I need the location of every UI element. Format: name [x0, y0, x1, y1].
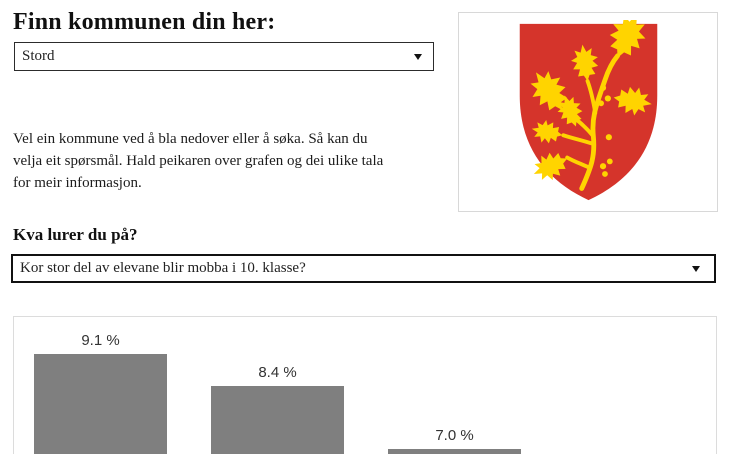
- chevron-down-icon: [692, 266, 700, 272]
- stord-coat-of-arms-image: [515, 20, 662, 204]
- intro-line-3: for meir informasjon.: [13, 175, 142, 191]
- bar-group: [388, 427, 521, 454]
- chart-bar[interactable]: [211, 386, 344, 454]
- bar-chart: [14, 317, 716, 454]
- chevron-down-icon: [414, 54, 422, 60]
- intro-line-1: Vel ein kommune ved å bla nedover eller å søka. Så kan du: [13, 131, 368, 147]
- bar-value-label: 9.1 %: [81, 332, 120, 349]
- question-select-value: Kor stor del av elevane blir mobba i 10. klasse?: [20, 260, 306, 276]
- page-title: Finn kommunen din her:: [13, 9, 276, 35]
- chart-panel: [13, 316, 717, 454]
- question-heading: Kva lurer du på?: [13, 225, 138, 244]
- municipality-select-value: Stord: [22, 48, 55, 64]
- bar-value-label: 7.0 %: [435, 427, 474, 444]
- chart-bar[interactable]: [388, 449, 521, 454]
- bar-value-label: 8.4 %: [258, 364, 297, 381]
- coat-of-arms-panel: [458, 12, 718, 212]
- intro-text: [13, 128, 473, 194]
- chart-bar[interactable]: [34, 354, 167, 454]
- bar-group: [34, 332, 167, 454]
- question-select[interactable]: [11, 254, 716, 283]
- municipality-select[interactable]: [14, 42, 434, 71]
- bar-group: [211, 364, 344, 454]
- intro-line-2: velja eit spørsmål. Hald peikaren over grafen og dei ulike tala: [13, 153, 384, 169]
